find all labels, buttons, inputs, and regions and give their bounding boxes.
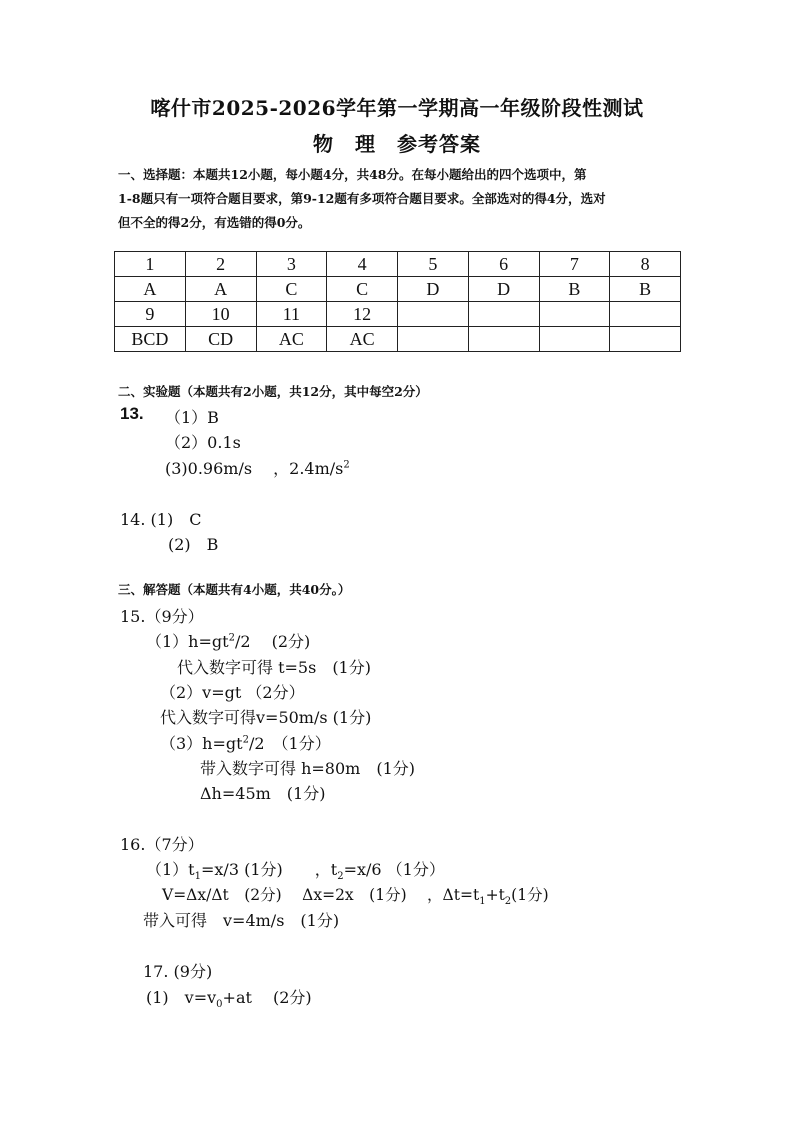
- table-cell: 3: [256, 252, 327, 277]
- table-cell: [610, 302, 681, 327]
- table-row: [115, 327, 681, 352]
- subscript: 2: [504, 896, 512, 908]
- q15-line-6: 带入数字可得 h=80m (1分): [200, 759, 415, 778]
- superscript: 2: [343, 459, 350, 471]
- q16-line-2: [162, 883, 549, 907]
- table-cell: A: [185, 277, 256, 302]
- q16-line-1-b: =x/3 (1分) ，t: [201, 860, 338, 879]
- table-cell: D: [468, 277, 539, 302]
- table-row: [115, 277, 681, 302]
- q15-line-3: （2）v=gt （2分）: [160, 683, 305, 702]
- table-cell: [539, 327, 610, 352]
- table-row: [115, 302, 681, 327]
- q15-line-7: Δh=45m (1分): [200, 784, 326, 803]
- table-cell: B: [539, 277, 610, 302]
- subscript: 2: [337, 871, 344, 883]
- q15-line-4: 代入数字可得v=50m/s (1分): [160, 708, 372, 727]
- page-subtitle: 物 理 参考答案: [313, 132, 481, 156]
- answer-table: [114, 251, 681, 352]
- q17-heading: 17. (9分): [143, 962, 213, 981]
- table-cell: 6: [468, 252, 539, 277]
- table-cell: 2: [185, 252, 256, 277]
- intro-line: 1-8题只有一项符合题目要求，第9-12题有多项符合题目要求。全部选对的得4分，选对: [118, 191, 606, 206]
- q15-line-5-b: /2 （1分）: [248, 734, 331, 753]
- section1-intro: [118, 163, 683, 235]
- q13-answer-1: （1）B: [165, 408, 219, 427]
- q13-answer-3: [165, 456, 350, 479]
- superscript: 2: [242, 734, 249, 746]
- table-cell: [468, 327, 539, 352]
- q16-heading: 16.（7分）: [120, 835, 204, 854]
- q14-answer-1: 14. (1) C: [120, 510, 202, 529]
- table-cell: [468, 302, 539, 327]
- table-cell: BCD: [115, 327, 186, 352]
- q15-line-5: [160, 731, 331, 754]
- q15-line-2: 代入数字可得 t=5s (1分): [177, 658, 371, 677]
- subscript: 1: [479, 896, 486, 908]
- q17-line-1: [146, 985, 312, 1010]
- table-cell: D: [398, 277, 469, 302]
- q14-answer-2: (2) B: [168, 535, 219, 554]
- q16-line-2-b: +t: [485, 886, 505, 904]
- table-cell: [398, 327, 469, 352]
- table-cell: A: [115, 277, 186, 302]
- q15-heading: 15.（9分）: [120, 607, 204, 626]
- table-cell: 7: [539, 252, 610, 277]
- table-cell: 9: [115, 302, 186, 327]
- section2-heading: 二、实验题（本题共有2小题，共12分，其中每空2分）: [118, 384, 428, 399]
- q17-line-1-a: (1) v=v: [146, 988, 217, 1007]
- table-cell: 8: [610, 252, 681, 277]
- table-cell: C: [256, 277, 327, 302]
- table-row: [115, 252, 681, 277]
- q13-answer-3-text: (3)0.96m/s ，2.4m/s: [165, 459, 344, 478]
- table-cell: [398, 302, 469, 327]
- q13-number: 13.: [120, 404, 144, 423]
- q15-line-5-a: （3）h=gt: [160, 734, 243, 753]
- q16-line-3: 带入可得 v=4m/s (1分): [143, 911, 340, 930]
- q17-line-1-b: +at (2分): [222, 988, 312, 1007]
- table-cell: 12: [327, 302, 398, 327]
- q13-answer-2: （2）0.1s: [165, 433, 241, 452]
- table-cell: AC: [256, 327, 327, 352]
- table-cell: 11: [256, 302, 327, 327]
- superscript: 2: [228, 632, 235, 644]
- table-cell: 4: [327, 252, 398, 277]
- q16-line-2-a: V=Δx/Δt (2分) Δx=2x (1分) ，Δt=t: [162, 886, 480, 904]
- table-cell: 5: [398, 252, 469, 277]
- subscript: 0: [216, 999, 223, 1011]
- table-cell: AC: [327, 327, 398, 352]
- q15-line-1-a: （1）h=gt: [146, 632, 229, 651]
- q16-line-2-c: (1分): [511, 886, 549, 904]
- q15-line-1: [146, 629, 310, 652]
- intro-line: 但不全的得2分，有选错的得0分。: [118, 215, 311, 230]
- q16-line-1: [146, 857, 445, 882]
- subscript: 1: [194, 871, 201, 883]
- table-cell: [610, 327, 681, 352]
- table-cell: CD: [185, 327, 256, 352]
- table-cell: B: [610, 277, 681, 302]
- table-cell: 1: [115, 252, 186, 277]
- section3-heading: 三、解答题（本题共有4小题，共40分。）: [118, 582, 351, 597]
- table-cell: [539, 302, 610, 327]
- q15-line-1-b: /2 (2分): [234, 632, 311, 651]
- table-cell: 10: [185, 302, 256, 327]
- q16-line-1-c: =x/6 （1分）: [343, 860, 445, 879]
- table-cell: C: [327, 277, 398, 302]
- q16-line-1-a: （1）t: [146, 860, 195, 879]
- page-title: 喀什市2025-2026学年第一学期高一年级阶段性测试: [150, 96, 644, 120]
- intro-line: 一、选择题：本题共12小题，每小题4分，共48分。在每小题给出的四个选项中，第: [118, 167, 587, 182]
